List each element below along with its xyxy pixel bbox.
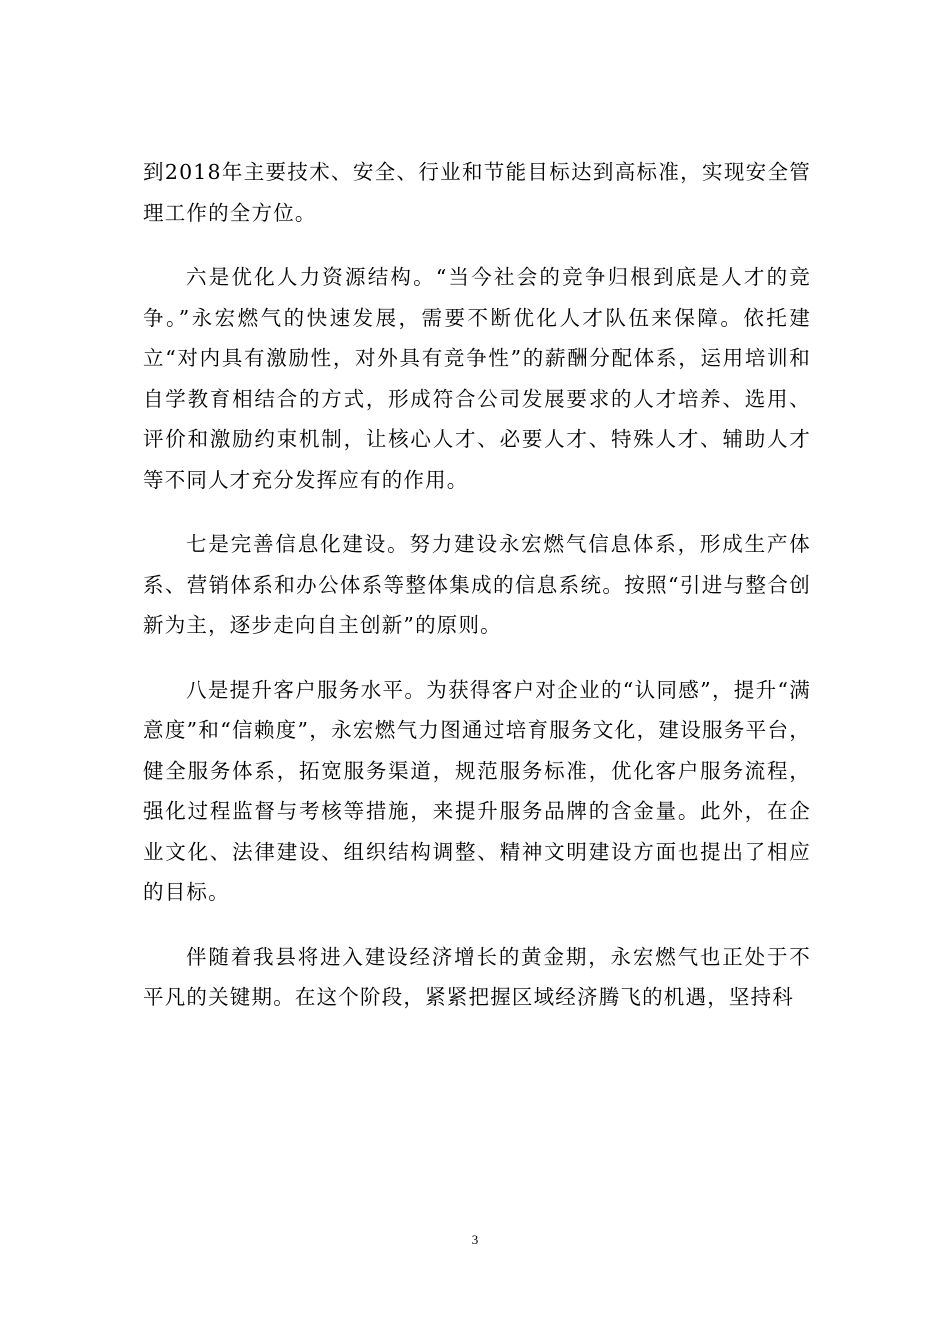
paragraph-golden-period: 伴随着我县将进入建设经济增长的黄金期，永宏燃气也正处于不平凡的关键期。在这个阶段，紧紧把握区域经济腾飞的机遇，坚持科 (143, 944, 811, 1009)
paragraph-informatization: 七是完善信息化建设。努力建设永宏燃气信息体系，形成生产体系、营销体系和办公体系等整体集成的信息系统。按照“引进与整合创新为主，逐步走向自主创新”的原则。 (143, 532, 811, 637)
paragraph-customer-service: 八是提升客户服务水平。为获得客户对企业的“认同感”，提升“满意度”和“信赖度”，永宏燃气力图通过培育服务文化，建设服务平台，健全服务体系，拓宽服务渠道，规范服务标准，优化客户服务流程，强化过程监督与考核等措施，来提升服务品牌的含金量。此外，在企业文化、法律建设、组织结构调整、精神文明建设方面也提出了相应的目标。 (143, 677, 811, 904)
document-body (143, 152, 811, 1042)
paragraph-continuation: 到2018年主要技术、安全、行业和节能目标达到高标准，实现安全管理工作的全方位。 (143, 160, 811, 225)
paragraph-human-resources: 六是优化人力资源结构。“当今社会的竞争归根到底是人才的竞争。”永宏燃气的快速发展，需要不断优化人才队伍来保障。依托建立“对内具有激励性，对外具有竞争性”的薪酬分配体系，运用培训和自学教育相结合的方式，形成符合公司发展要求的人才培养、选用、评价和激励约束机制，让核心人才、必要人才、特殊人才、辅助人才等不同人才充分发挥应有的作用。 (143, 265, 811, 492)
page-number: 3 (471, 1232, 479, 1247)
